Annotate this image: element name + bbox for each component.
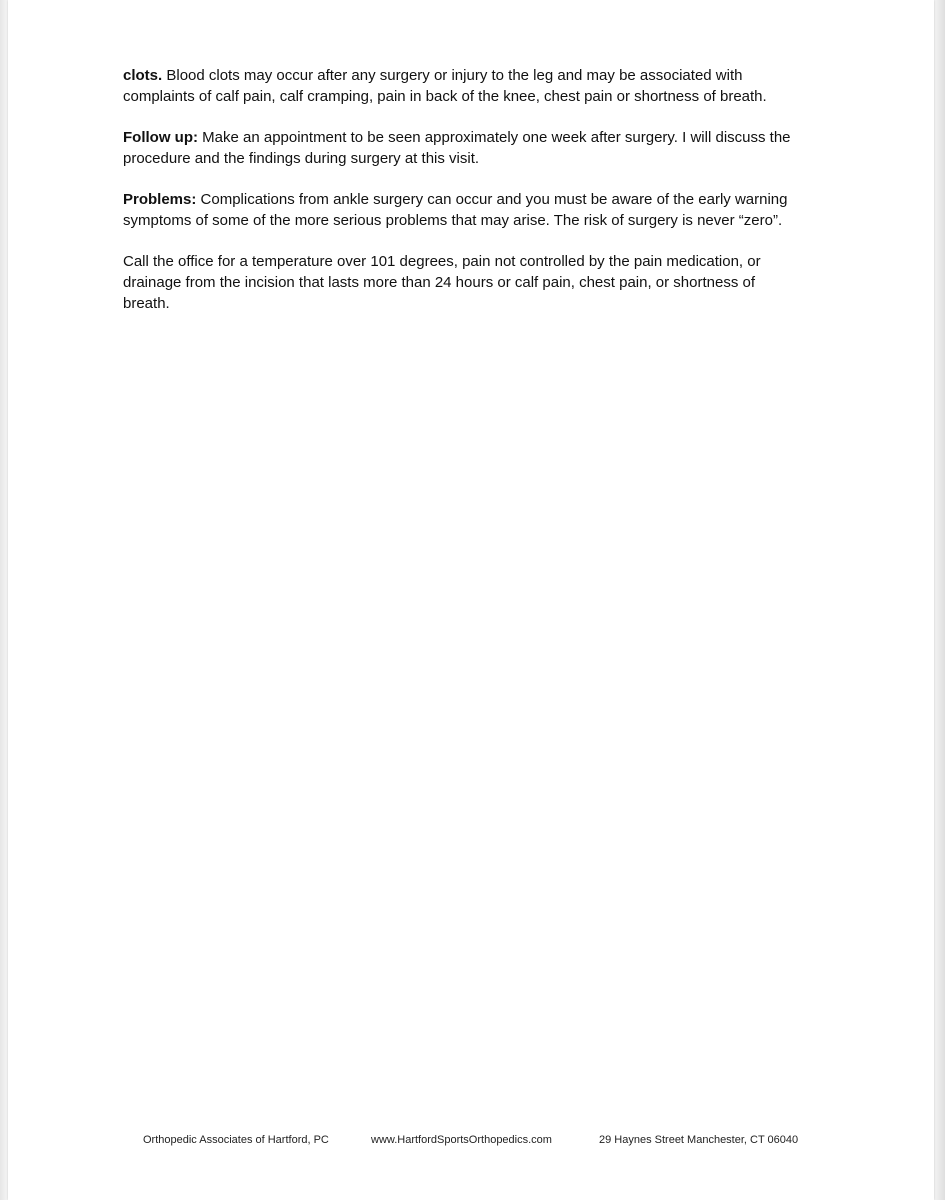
viewer-left-edge — [0, 0, 8, 1200]
viewer-right-edge — [934, 0, 945, 1200]
document-page — [8, 0, 934, 1200]
paragraph-lead: Problems: — [123, 191, 197, 208]
paragraph-text: Make an appointment to be seen approximately one week after surgery. I will discuss the procedure and the findings during surgery at this visit. — [123, 129, 791, 167]
paragraph-clots — [123, 65, 803, 107]
paragraph-text: Blood clots may occur after any surgery or injury to the leg and may be associated with complaints of calf pain, calf cramping, pain in back of the knee, chest pain or shortness of breath. — [123, 67, 767, 105]
paragraph-follow-up — [123, 127, 803, 169]
page-body — [123, 65, 803, 334]
paragraph-call-office — [123, 251, 803, 314]
paragraph-lead: clots. — [123, 67, 163, 84]
footer-website: www.HartfordSportsOrthopedics.com — [371, 1134, 552, 1146]
paragraph-text: Call the office for a temperature over 101 degrees, pain not controlled by the pain medication, or drainage from the incision that lasts more than 24 hours or calf pain, chest pain, or shortness of breath. — [123, 253, 761, 312]
paragraph-problems — [123, 189, 803, 231]
paragraph-lead: Follow up: — [123, 129, 198, 146]
footer-practice-name: Orthopedic Associates of Hartford, PC — [143, 1134, 329, 1146]
paragraph-text: Complications from ankle surgery can occur and you must be aware of the early warning symptoms of some of the more serious problems that may arise. The risk of surgery is never “zero”. — [123, 191, 788, 229]
footer-address: 29 Haynes Street Manchester, CT 06040 — [599, 1134, 799, 1146]
